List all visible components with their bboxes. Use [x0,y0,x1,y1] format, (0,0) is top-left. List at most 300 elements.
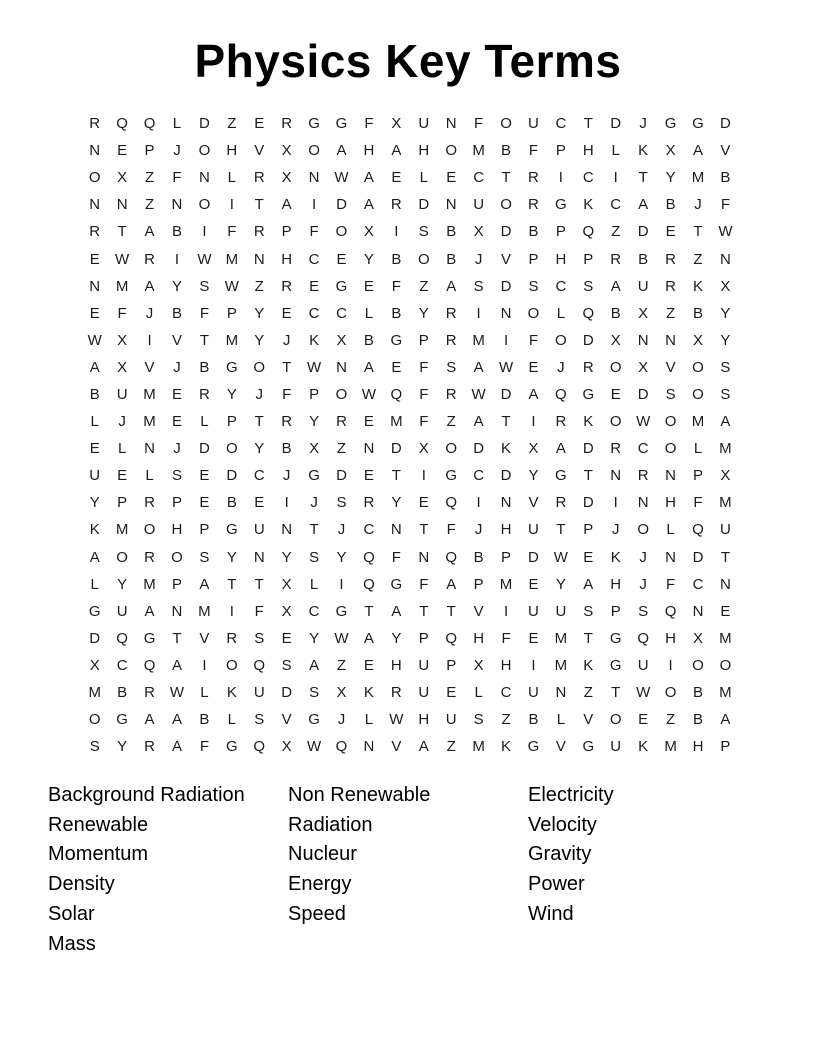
grid-cell: G [143,629,156,647]
word-list-item: Wind [528,902,574,925]
grid-cell: G [225,358,238,376]
grid-cell: R [445,304,457,322]
grid-cell: E [363,413,374,431]
grid-cell: S [199,277,210,295]
grid-cell: L [611,142,620,160]
grid-cell: A [446,575,457,593]
grid-cell: A [171,711,182,729]
grid-cell: H [665,494,676,512]
grid-cell: Z [227,115,237,133]
grid-cell: I [339,575,344,593]
grid-cell: M [472,738,485,756]
grid-cell: V [171,331,182,349]
grid-cell: D [637,223,649,241]
grid-cell: J [639,115,647,133]
grid-cell: R [390,196,402,214]
grid-cell: U [473,196,485,214]
grid-cell: K [583,656,594,674]
grid-cell: R [281,115,293,133]
grid-cell: P [226,304,237,322]
grid-cell: Y [720,304,731,322]
grid-cell: J [145,304,154,322]
grid-cell: A [144,602,155,620]
grid-cell: N [500,494,512,512]
grid-cell: O [609,711,622,729]
grid-cell: J [255,385,263,403]
grid-cell: Y [117,738,128,756]
grid-cell: I [284,494,289,512]
grid-cell: D [336,196,347,214]
grid-cell: N [116,196,128,214]
grid-cell: L [666,521,675,539]
grid-cell: O [88,711,101,729]
grid-cell: X [528,440,539,458]
grid-cell: Q [664,602,677,620]
grid-cell: B [171,304,182,322]
grid-cell: H [692,738,704,756]
grid-cell: T [419,602,429,620]
grid-cell: Z [254,277,264,295]
grid-cell: I [558,169,563,187]
grid-cell: V [583,711,594,729]
grid-cell: E [446,169,457,187]
grid-cell: F [254,602,264,620]
grid-cell: O [116,548,128,566]
grid-cell: Q [445,629,458,647]
grid-cell: P [309,385,320,403]
grid-cell: N [445,196,457,214]
grid-cell: E [199,467,210,485]
grid-cell: Z [501,711,511,729]
grid-cell: J [639,548,647,566]
grid-cell: T [501,169,511,187]
grid-cell: M [198,602,211,620]
grid-cell: R [144,738,155,756]
grid-cell: Y [226,385,237,403]
grid-cell: T [693,223,703,241]
grid-cell: R [144,684,155,702]
grid-cell: L [556,711,566,729]
grid-cell: X [720,277,731,295]
grid-cell: W [718,223,733,241]
grid-cell: B [610,304,621,322]
grid-cell: G [664,115,677,133]
grid-cell: O [171,548,183,566]
grid-cell: F [446,521,456,539]
grid-cell: I [229,196,234,214]
grid-cell: O [335,223,348,241]
grid-cell: E [309,277,320,295]
grid-cell: M [472,142,485,160]
grid-cell: V [720,142,731,160]
grid-cell: X [391,115,402,133]
grid-cell: F [364,115,374,133]
grid-cell: K [89,521,100,539]
grid-cell: I [174,250,180,268]
grid-cell: U [445,711,457,729]
grid-cell: B [446,223,457,241]
word-list-item: Non Renewable [288,784,431,806]
grid-cell: R [528,196,539,214]
grid-cell: J [173,142,181,160]
grid-cell: D [473,440,485,458]
grid-cell: K [692,277,703,295]
grid-cell: R [445,331,457,349]
grid-cell: F [117,304,127,322]
grid-cell: J [310,494,318,512]
grid-cell: A [473,413,484,431]
grid-cell: C [582,169,594,187]
grid-cell: O [225,440,238,458]
grid-cell: N [308,169,320,187]
grid-cell: G [308,711,320,729]
grid-cell: U [418,656,430,674]
grid-cell: L [556,304,566,322]
grid-cell: W [169,684,185,702]
grid-cell: M [115,277,129,295]
grid-cell: A [89,358,100,376]
grid-cell: W [553,548,568,566]
grid-cell: T [501,413,511,431]
grid-cell: N [198,169,210,187]
grid-cell: B [692,684,703,702]
grid-cell: X [336,684,347,702]
grid-cell: C [308,602,320,620]
grid-cell: Z [665,711,676,729]
grid-cell: N [281,521,293,539]
grid-cell: Y [281,548,292,566]
grid-cell: U [719,521,731,539]
grid-cell: I [202,223,207,241]
grid-cell: U [89,467,101,485]
grid-cell: V [281,711,292,729]
grid-cell: H [226,142,238,160]
grid-cell: M [88,684,101,702]
grid-cell: C [555,115,567,133]
grid-cell: Z [446,738,456,756]
grid-cell: S [418,223,429,241]
grid-cell: F [474,115,484,133]
grid-cell: R [610,440,622,458]
grid-cell: L [693,440,703,458]
grid-cell: P [446,656,457,674]
grid-cell: I [531,656,536,674]
letter-grid [81,110,739,760]
grid-cell: I [476,494,481,512]
grid-cell: F [199,738,209,756]
grid-cell: K [226,684,237,702]
grid-cell: F [720,196,730,214]
word-list-item: Radiation [288,813,373,836]
grid-cell: N [363,440,375,458]
grid-cell: E [89,440,100,458]
grid-cell: A [473,358,484,376]
grid-cell: R [665,277,676,295]
grid-cell: U [637,656,649,674]
grid-cell: P [555,223,566,241]
grid-cell: H [418,711,430,729]
grid-cell: Y [309,629,320,647]
grid-cell: P [117,494,128,512]
grid-cell: D [610,115,622,133]
grid-cell: R [528,169,539,187]
grid-cell: P [501,548,512,566]
grid-cell: H [665,629,676,647]
grid-cell: T [556,521,566,539]
grid-cell: R [637,467,649,485]
grid-cell: Y [254,304,265,322]
grid-cell: K [309,331,320,349]
grid-cell: E [363,656,374,674]
grid-cell: B [199,711,210,729]
grid-cell: R [445,385,457,403]
grid-cell: E [171,413,182,431]
grid-cell: N [171,602,183,620]
grid-cell: F [419,358,429,376]
grid-cell: A [309,656,320,674]
grid-cell: Y [254,440,265,458]
grid-cell: S [309,684,320,702]
grid-cell: I [476,304,481,322]
grid-cell: Z [144,196,155,214]
grid-cell: G [555,467,567,485]
grid-cell: G [390,575,403,593]
grid-cell: D [582,331,594,349]
grid-cell: P [473,575,484,593]
grid-cell: Q [637,629,649,647]
grid-cell: V [501,250,512,268]
grid-cell: M [143,413,156,431]
grid-cell: R [555,494,567,512]
grid-cell: O [253,358,266,376]
grid-cell: D [500,467,512,485]
grid-cell: E [281,304,292,322]
grid-cell: Z [693,250,703,268]
grid-cell: J [337,711,346,729]
grid-cell: F [501,629,511,647]
grid-cell: X [281,142,292,160]
grid-cell: O [88,169,101,187]
grid-cell: E [254,494,265,512]
grid-cell: V [528,494,539,512]
grid-cell: Q [555,385,567,403]
grid-cell: I [613,169,618,187]
grid-cell: V [199,629,210,647]
grid-cell: K [610,548,621,566]
grid-cell: L [117,440,127,458]
grid-cell: O [609,413,622,431]
grid-cell: O [637,521,649,539]
grid-cell: H [281,250,293,268]
grid-cell: N [89,196,101,214]
grid-cell: B [692,304,703,322]
grid-cell: T [117,223,127,241]
grid-cell: D [582,494,594,512]
grid-cell: P [418,331,429,349]
grid-cell: J [474,521,483,539]
grid-cell: W [307,358,322,376]
grid-cell: U [528,602,539,620]
grid-cell: E [610,385,621,403]
grid-cell: P [720,738,731,756]
grid-cell: Q [253,656,266,674]
word-list-item: Speed [288,902,346,925]
grid-cell: X [309,440,320,458]
grid-cell: P [555,142,566,160]
grid-cell: S [446,358,457,376]
grid-cell: K [501,738,512,756]
grid-cell: A [418,738,429,756]
grid-cell: S [336,494,347,512]
grid-cell: F [419,385,429,403]
grid-cell: V [665,358,676,376]
grid-cell: P [418,629,429,647]
grid-cell: L [145,467,154,485]
grid-cell: Z [665,304,676,322]
grid-cell: G [582,738,595,756]
grid-cell: Q [582,304,595,322]
grid-cell: P [199,521,210,539]
grid-cell: A [144,277,155,295]
grid-cell: C [253,467,265,485]
grid-cell: M [691,169,705,187]
grid-cell: V [254,142,265,160]
grid-cell: F [391,277,401,295]
grid-cell: N [719,250,731,268]
grid-cell: R [281,277,293,295]
grid-cell: W [498,358,514,376]
grid-cell: U [116,385,128,403]
grid-cell: T [227,575,237,593]
grid-cell: Y [391,494,402,512]
grid-cell: X [117,169,128,187]
grid-cell: E [391,169,402,187]
grid-cell: M [719,494,732,512]
grid-cell: S [583,277,594,295]
grid-cell: I [503,602,509,620]
grid-cell: W [197,250,212,268]
word-list-column [288,781,430,930]
grid-cell: K [363,684,374,702]
grid-cell: V [391,738,402,756]
grid-cell: I [503,331,509,349]
word-list-item: Electricity [528,784,614,806]
grid-cell: G [390,331,403,349]
grid-cell: U [116,602,128,620]
grid-cell: N [610,467,622,485]
grid-cell: B [692,711,703,729]
grid-cell: G [308,467,320,485]
grid-cell: O [527,304,540,322]
grid-cell: X [720,467,731,485]
grid-cell: W [389,711,404,729]
grid-cell: Q [445,548,458,566]
grid-cell: Q [143,656,156,674]
grid-cell: N [719,575,731,593]
grid-cell: D [198,440,210,458]
grid-cell: D [336,467,347,485]
grid-cell: N [253,548,265,566]
grid-cell: R [89,115,101,133]
grid-cell: E [720,602,731,620]
grid-cell: J [474,250,483,268]
grid-cell: H [610,575,622,593]
grid-cell: G [88,602,101,620]
grid-cell: Q [582,223,595,241]
grid-cell: B [391,304,402,322]
word-list-item: Velocity [528,813,597,836]
grid-cell: E [89,304,100,322]
grid-cell: D [528,548,539,566]
grid-cell: O [198,196,211,214]
grid-cell: A [281,196,292,214]
grid-cell: A [391,602,402,620]
grid-cell: R [363,494,375,512]
grid-cell: X [281,575,292,593]
grid-cell: A [720,711,731,729]
grid-cell: B [528,223,539,241]
word-list-item: Energy [288,873,352,896]
grid-cell: G [527,738,540,756]
grid-cell: E [665,223,676,241]
grid-cell: L [474,684,483,702]
grid-cell: W [224,277,239,295]
grid-cell: U [418,684,430,702]
grid-cell: R [144,250,155,268]
grid-cell: C [555,277,567,295]
grid-cell: B [391,250,402,268]
grid-cell: B [363,331,374,349]
grid-cell: B [720,169,731,187]
grid-cell: D [281,684,293,702]
grid-cell: L [227,711,236,729]
grid-cell: M [115,521,129,539]
grid-cell: B [473,548,484,566]
word-list-item: Power [528,873,585,896]
grid-cell: P [583,521,594,539]
grid-cell: F [391,548,401,566]
grid-cell: T [419,521,429,539]
grid-cell: A [199,575,210,593]
grid-cell: A [720,413,731,431]
grid-cell: W [307,738,322,756]
grid-cell: F [528,142,539,160]
grid-cell: L [172,115,182,133]
grid-cell: F [227,223,237,241]
grid-cell: S [171,467,182,485]
grid-cell: M [225,250,239,268]
grid-cell: E [281,629,292,647]
grid-cell: C [473,169,485,187]
grid-cell: F [282,385,292,403]
grid-cell: X [117,358,128,376]
grid-cell: T [583,629,593,647]
grid-cell: Y [226,548,237,566]
grid-cell: G [692,115,704,133]
grid-cell: D [582,440,594,458]
grid-cell: T [720,548,730,566]
grid-cell: M [390,413,403,431]
grid-cell: M [719,684,732,702]
grid-cell: O [335,385,348,403]
grid-cell: S [720,385,731,403]
grid-cell: L [309,575,319,593]
grid-cell: Q [363,575,375,593]
grid-cell: G [445,467,458,485]
grid-cell: Y [418,304,429,322]
grid-cell: R [582,358,594,376]
grid-cell: C [336,304,347,322]
